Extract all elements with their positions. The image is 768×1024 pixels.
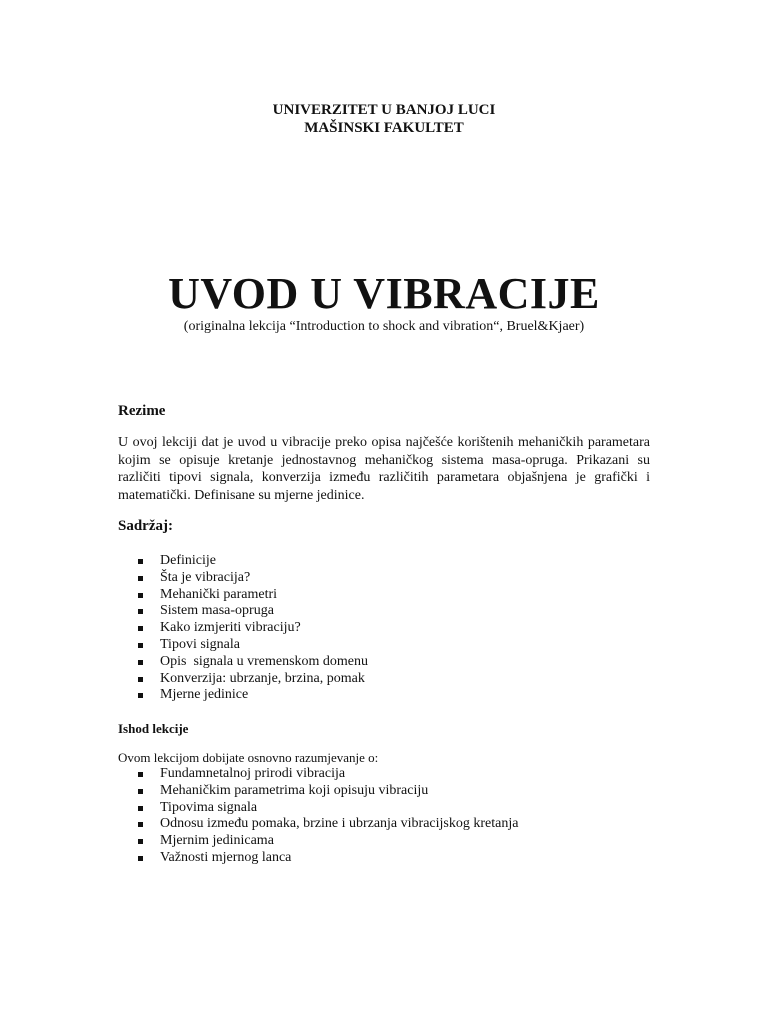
list-item-text: Šta je vibracija? (160, 569, 251, 585)
bullet-icon (138, 576, 143, 581)
rezime-paragraph: U ovoj lekciji dat je uvod u vibracije preko opisa najčešće korištenih mehaničkih parametara kojim se opisuje kretanje jednostavnog mehaničkog sistema masa-opruga. Prikazani su različiti tipovi signala, konverzija između različitih parametara objašnjena je grafički i matematički. Definisane su mjerne jedinice. (118, 435, 650, 503)
university-name: UNIVERZITET U BANJOJ LUCI (272, 102, 496, 118)
list-item-text: Mehaničkim parametrima koji opisuju vibraciju (160, 782, 429, 798)
bullet-icon (138, 609, 143, 614)
list-item (138, 553, 368, 570)
list-item (138, 800, 518, 817)
list-item (138, 570, 368, 587)
bullet-icon (138, 856, 143, 861)
bullet-icon (138, 559, 143, 564)
list-item (138, 671, 368, 688)
document-title: UVOD U VIBRACIJE (168, 269, 600, 318)
list-item-text: Odnosu između pomaka, brzine i ubrzanja vibracijskog kretanja (160, 816, 519, 832)
list-item-text: Fundamnetalnoj prirodi vibracija (160, 766, 346, 781)
list-item (138, 766, 518, 783)
list-item-text: Tipovi signala (160, 636, 240, 652)
list-item (138, 833, 518, 850)
list-item (138, 654, 368, 671)
faculty-name: MAŠINSKI FAKULTET (304, 120, 464, 136)
list-item-text: Konverzija: ubrzanje, brzina, pomak (160, 670, 365, 686)
bullet-icon (138, 660, 143, 665)
bullet-icon (138, 693, 143, 698)
sadrzaj-list (138, 553, 368, 704)
list-item (138, 850, 518, 867)
list-item (138, 687, 368, 704)
list-item (138, 620, 368, 637)
list-item-text: Tipovima signala (160, 799, 258, 815)
list-item (138, 637, 368, 654)
bullet-icon (138, 593, 143, 598)
bullet-icon (138, 806, 143, 811)
bullet-icon (138, 772, 143, 777)
ishod-heading: Ishod lekcije (118, 721, 189, 736)
rezime-heading: Rezime (118, 403, 166, 419)
list-item-text: Mehanički parametri (160, 586, 278, 602)
bullet-icon (138, 822, 143, 827)
list-item-text: Opis signala u vremenskom domenu (160, 653, 369, 669)
ishod-list (138, 766, 518, 867)
bullet-icon (138, 789, 143, 794)
bullet-icon (138, 626, 143, 631)
list-item-text: Mjernim jedinicama (160, 833, 274, 849)
document-subtitle: (originalna lekcija “Introduction to shock and vibration“, Bruel&Kjaer) (183, 319, 585, 334)
list-item-text: Definicije (160, 553, 216, 568)
sadrzaj-heading: Sadržaj: (118, 518, 173, 534)
list-item (138, 603, 368, 620)
list-item-text: Mjerne jedinice (160, 687, 249, 703)
ishod-intro: Ovom lekcijom dobijate osnovno razumjevanje o: (118, 750, 379, 765)
bullet-icon (138, 643, 143, 648)
list-item (138, 816, 518, 833)
list-item-text: Kako izmjeriti vibraciju? (160, 620, 301, 636)
bullet-icon (138, 839, 143, 844)
list-item-text: Važnosti mjernog lanca (160, 849, 292, 865)
list-item (138, 587, 368, 604)
list-item-text: Sistem masa-opruga (160, 603, 274, 619)
list-item (138, 783, 518, 800)
bullet-icon (138, 677, 143, 682)
